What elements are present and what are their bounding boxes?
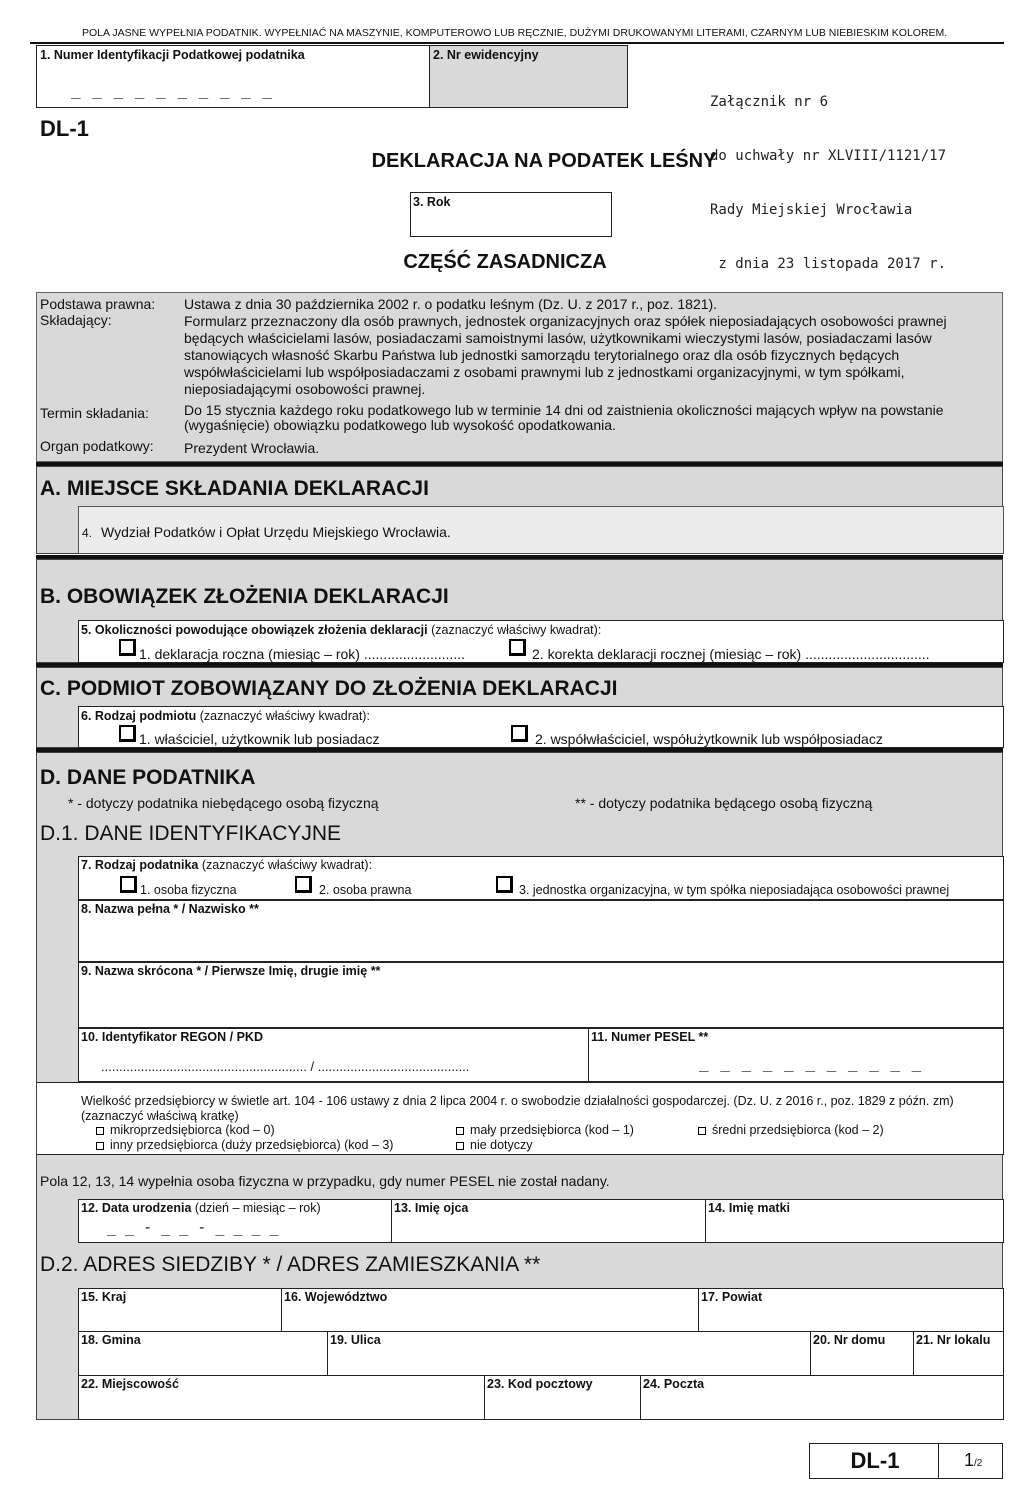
field-23[interactable] (484, 1375, 641, 1420)
d1-heading: D.1. DANE IDENTYFIKACYJNE (40, 822, 342, 845)
field-7-label (81, 858, 372, 872)
legal-person-checkbox[interactable] (295, 876, 312, 893)
field-6-label-text: 6. Rodzaj podmiotu (81, 709, 197, 723)
attachment-line-2: do uchwały nr XLVIII/1121/17 (710, 148, 947, 164)
legal-basis-text: Ustawa z dnia 30 października 2002 r. o podatku leśnym (Dz. U. z 2017 r., poz. 1821). (184, 296, 718, 312)
field-24[interactable] (640, 1375, 1004, 1420)
field-19-label: 19. Ulica (330, 1333, 381, 1347)
subtitle: CZĘŚĆ ZASADNICZA (403, 251, 607, 273)
filer-line: nieposiadającymi osobowości prawnej. (184, 381, 426, 397)
enterprise-size-text: Wielkość przedsiębiorcy w świetle art. 104 - 106 ustawy z dnia 2 lipca 2004 r. o swobodzie działalności gospodarczej. (Dz. U. z 2016 r., poz. 1829 z późn. zm) (81, 1094, 954, 1108)
field-5-label (81, 623, 601, 637)
field-20[interactable] (810, 1331, 914, 1376)
deadline-line: Do 15 stycznia każdego roku podatkowego lub w terminie 14 dni od zaistnienia okoliczności mających wpływ na powstanie (184, 402, 944, 418)
size-large-checkbox[interactable] (96, 1142, 104, 1150)
filer-text (184, 313, 1000, 398)
field-15[interactable] (78, 1288, 282, 1332)
rok-field[interactable] (410, 192, 612, 237)
size-small-option[interactable] (456, 1123, 634, 1137)
size-na-option[interactable] (456, 1138, 533, 1152)
enterprise-size-hint: (zaznaczyć właściwą kratkę) (81, 1109, 239, 1123)
field-5-label-text: 5. Okoliczności powodujące obowiązek złożenia deklaracji (81, 623, 428, 637)
attachment-line-4: z dnia 23 listopada 2017 r. (710, 256, 947, 272)
nip-field-label: 1. Numer Identyfikacji Podatkowej podatnika (40, 48, 305, 62)
size-medium-checkbox[interactable] (698, 1127, 706, 1135)
page-number (964, 1450, 982, 1471)
field-10[interactable] (78, 1028, 589, 1082)
filer-line: będących właścicielami lasów, posiadaczami samoistnymi lasów, użytkownikami wieczystymi lasów, posiadaczami lasów (184, 330, 932, 346)
footer-code: DL-1 (850, 1448, 900, 1473)
correction-checkbox[interactable] (509, 639, 526, 656)
field-6 (78, 706, 1004, 748)
section-c-heading: C. PODMIOT ZOBOWIĄZANY DO ZŁOŻENIA DEKLARACJI (40, 677, 618, 700)
section-a-heading: A. MIEJSCE SKŁADANIA DEKLARACJI (40, 477, 429, 500)
section-d (36, 752, 1003, 1420)
footer-code-box (809, 1443, 939, 1479)
birthdate-placeholder: _ _ - _ _ - _ _ _ _ (107, 1218, 279, 1236)
natural-person-note: ** - dotyczy podatnika będącego osobą fizyczną (575, 795, 873, 811)
field-11[interactable] (588, 1028, 1004, 1082)
deadline-line: (wygaśnięcie) obowiązku podatkowego lub wysokość opodatkowania. (184, 417, 616, 433)
field-5 (78, 620, 1004, 663)
field-19[interactable] (327, 1331, 811, 1376)
field-4-num: 4. (82, 526, 93, 540)
annual-declaration-checkbox[interactable] (119, 639, 136, 656)
size-large-label: inny przedsiębiorca (duży przedsiębiorca) (kod – 3) (110, 1138, 394, 1152)
section-c (36, 667, 1003, 748)
legal-person-option: 2. osoba prawna (319, 883, 412, 897)
correction-option: 2. korekta deklaracji rocznej (miesiąc – rok) ................................ (532, 646, 930, 662)
co-owner-checkbox[interactable] (511, 725, 528, 742)
size-na-label: nie dotyczy (470, 1138, 533, 1152)
size-medium-label: średni przedsiębiorca (kod – 2) (712, 1123, 884, 1137)
field-22[interactable] (78, 1375, 485, 1420)
field-9-label: 9. Nazwa skrócona * / Pierwsze Imię, drugie imię ** (81, 964, 381, 978)
field-17[interactable] (698, 1288, 1004, 1332)
annual-declaration-option: 1. deklaracja roczna (miesiąc – rok) .......................... (139, 646, 465, 662)
size-micro-label: mikroprzedsiębiorca (kod – 0) (110, 1123, 275, 1137)
field-5-hint: (zaznaczyć właściwy kwadrat): (427, 623, 602, 637)
pesel-placeholder: _ _ _ _ _ _ _ _ _ _ _ (699, 1053, 923, 1072)
section-b (36, 559, 1003, 663)
field-6-label (81, 709, 370, 723)
field-21[interactable] (913, 1331, 1004, 1376)
org-unit-option: 3. jednostka organizacyjna, w tym spółka nieposiadająca osobowości prawnej (519, 883, 950, 897)
size-micro-option[interactable] (96, 1123, 275, 1137)
page-title: DEKLARACJA NA PODATEK LEŚNY (371, 150, 717, 172)
attachment-line-3: Rady Miejskiej Wrocławia (710, 202, 913, 218)
enterprise-size-block (78, 1082, 1004, 1155)
top-note: POLA JASNE WYPEŁNIA PODATNIK. WYPEŁNIAĆ NA MASZYNIE, KOMPUTEROWO LUB RĘCZNIE, DUŻYMI DRUKOWANYMI LITERAMI, CZARNYM LUB NIEBIESKIM KOLOREM. (82, 27, 948, 39)
field-21-label: 21. Nr lokalu (916, 1333, 991, 1347)
field-6-hint: (zaznaczyć właściwy kwadrat): (196, 709, 370, 723)
nr-ewidencyjny-label: 2. Nr ewidencyjny (433, 48, 539, 62)
field-11-label: 11. Numer PESEL ** (591, 1030, 709, 1044)
nip-placeholder: _ _ _ _ _ _ _ _ _ _ (71, 80, 274, 99)
section-a (36, 466, 1003, 554)
size-na-checkbox[interactable] (456, 1142, 464, 1150)
authority-label: Organ podatkowy: (40, 438, 154, 454)
field-8[interactable] (78, 900, 1004, 962)
field-7-hint: (zaznaczyć właściwy kwadrat): (198, 858, 373, 872)
field-12[interactable] (78, 1199, 392, 1243)
filer-line: Formularz przeznaczony dla osób prawnych, jednostek organizacyjnych oraz spółek nieposiadających osobowości prawnej (184, 313, 947, 329)
attachment-line-1: Załącznik nr 6 (710, 94, 829, 110)
section-d-heading: D. DANE PODATNIKA (40, 766, 256, 789)
size-small-label: mały przedsiębiorca (kod – 1) (470, 1123, 634, 1137)
owner-checkbox[interactable] (119, 725, 136, 742)
size-medium-option[interactable] (698, 1123, 884, 1137)
legal-person-note: * - dotyczy podatnika niebędącego osobą fizyczną (68, 795, 379, 811)
filer-label: Składający: (40, 312, 112, 328)
deadline-label: Termin składania: (40, 405, 149, 421)
field-17-label: 17. Powiat (701, 1290, 763, 1304)
legal-basis-label: Podstawa prawna: (40, 296, 156, 312)
field-8-label: 8. Nazwa pełna * / Nazwisko ** (81, 902, 259, 916)
size-small-checkbox[interactable] (456, 1127, 464, 1135)
field-18[interactable] (78, 1331, 328, 1376)
field-18-label: 18. Gmina (81, 1333, 141, 1347)
page-total: /2 (974, 1458, 983, 1469)
natural-person-option: 1. osoba fizyczna (140, 883, 237, 897)
nr-ewidencyjny-field (429, 45, 628, 108)
field-12-label-text: 12. Data urodzenia (81, 1201, 192, 1215)
field-23-label: 23. Kod pocztowy (487, 1377, 593, 1391)
section-b-heading: B. OBOWIĄZEK ZŁOŻENIA DEKLARACJI (40, 585, 449, 608)
page-current: 1 (964, 1450, 975, 1470)
footer-page-box (938, 1443, 1003, 1479)
org-unit-checkbox[interactable] (496, 876, 513, 893)
field-15-label: 15. Kraj (81, 1290, 127, 1304)
field-22-label: 22. Miejscowość (81, 1377, 179, 1391)
form-code: DL-1 (40, 116, 89, 141)
d2-heading: D.2. ADRES SIEDZIBY * / ADRES ZAMIESZKANIA ** (40, 1253, 541, 1276)
field-16-label: 16. Województwo (284, 1290, 388, 1304)
field-16[interactable] (281, 1288, 699, 1332)
field-13-label: 13. Imię ojca (394, 1201, 469, 1215)
owner-option: 1. właściciel, użytkownik lub posiadacz (139, 731, 380, 747)
co-owner-option: 2. współwłaściciel, współużytkownik lub współposiadacz (535, 731, 883, 747)
pesel-note: Pola 12, 13, 14 wypełnia osoba fizyczna w przypadku, gdy numer PESEL nie został nadany. (40, 1173, 610, 1189)
nip-field[interactable] (36, 45, 430, 108)
field-4 (78, 506, 1004, 554)
size-micro-checkbox[interactable] (96, 1127, 104, 1135)
field-14[interactable] (705, 1199, 1004, 1243)
field-4-text: Wydział Podatków i Opłat Urzędu Miejskiego Wrocławia. (101, 524, 451, 540)
rok-label: 3. Rok (413, 195, 451, 209)
natural-person-checkbox[interactable] (120, 876, 137, 893)
field-7 (78, 856, 1004, 900)
size-large-option[interactable] (96, 1138, 393, 1152)
field-24-label: 24. Poczta (643, 1377, 705, 1391)
field-12-label (81, 1201, 321, 1215)
field-20-label: 20. Nr domu (813, 1333, 886, 1347)
enterprise-size-leftbar (37, 1082, 78, 1155)
field-7-label-text: 7. Rodzaj podatnika (81, 858, 199, 872)
legal-basis-block (36, 292, 1003, 462)
deadline-text (184, 403, 944, 433)
field-10-dots: ......................................................... / .......................................... (101, 1059, 470, 1074)
filer-line: współwłaścicielami lub współposiadaczami z osobami prawnymi lub z jednostkami organizacyjnymi, w tym spółkami, (184, 364, 905, 380)
field-10-label: 10. Identyfikator REGON / PKD (81, 1030, 263, 1044)
field-13[interactable] (391, 1199, 706, 1243)
field-12-hint: (dzień – miesiąc – rok) (191, 1201, 321, 1215)
filer-line: stanowiących własność Skarbu Państwa lub jednostki samorządu terytorialnego oraz dla osób fizycznych będących (184, 347, 900, 363)
authority-text: Prezydent Wrocławia. (184, 440, 320, 456)
top-rule (30, 42, 1004, 44)
field-14-label: 14. Imię matki (708, 1201, 790, 1215)
field-9[interactable] (78, 962, 1004, 1028)
